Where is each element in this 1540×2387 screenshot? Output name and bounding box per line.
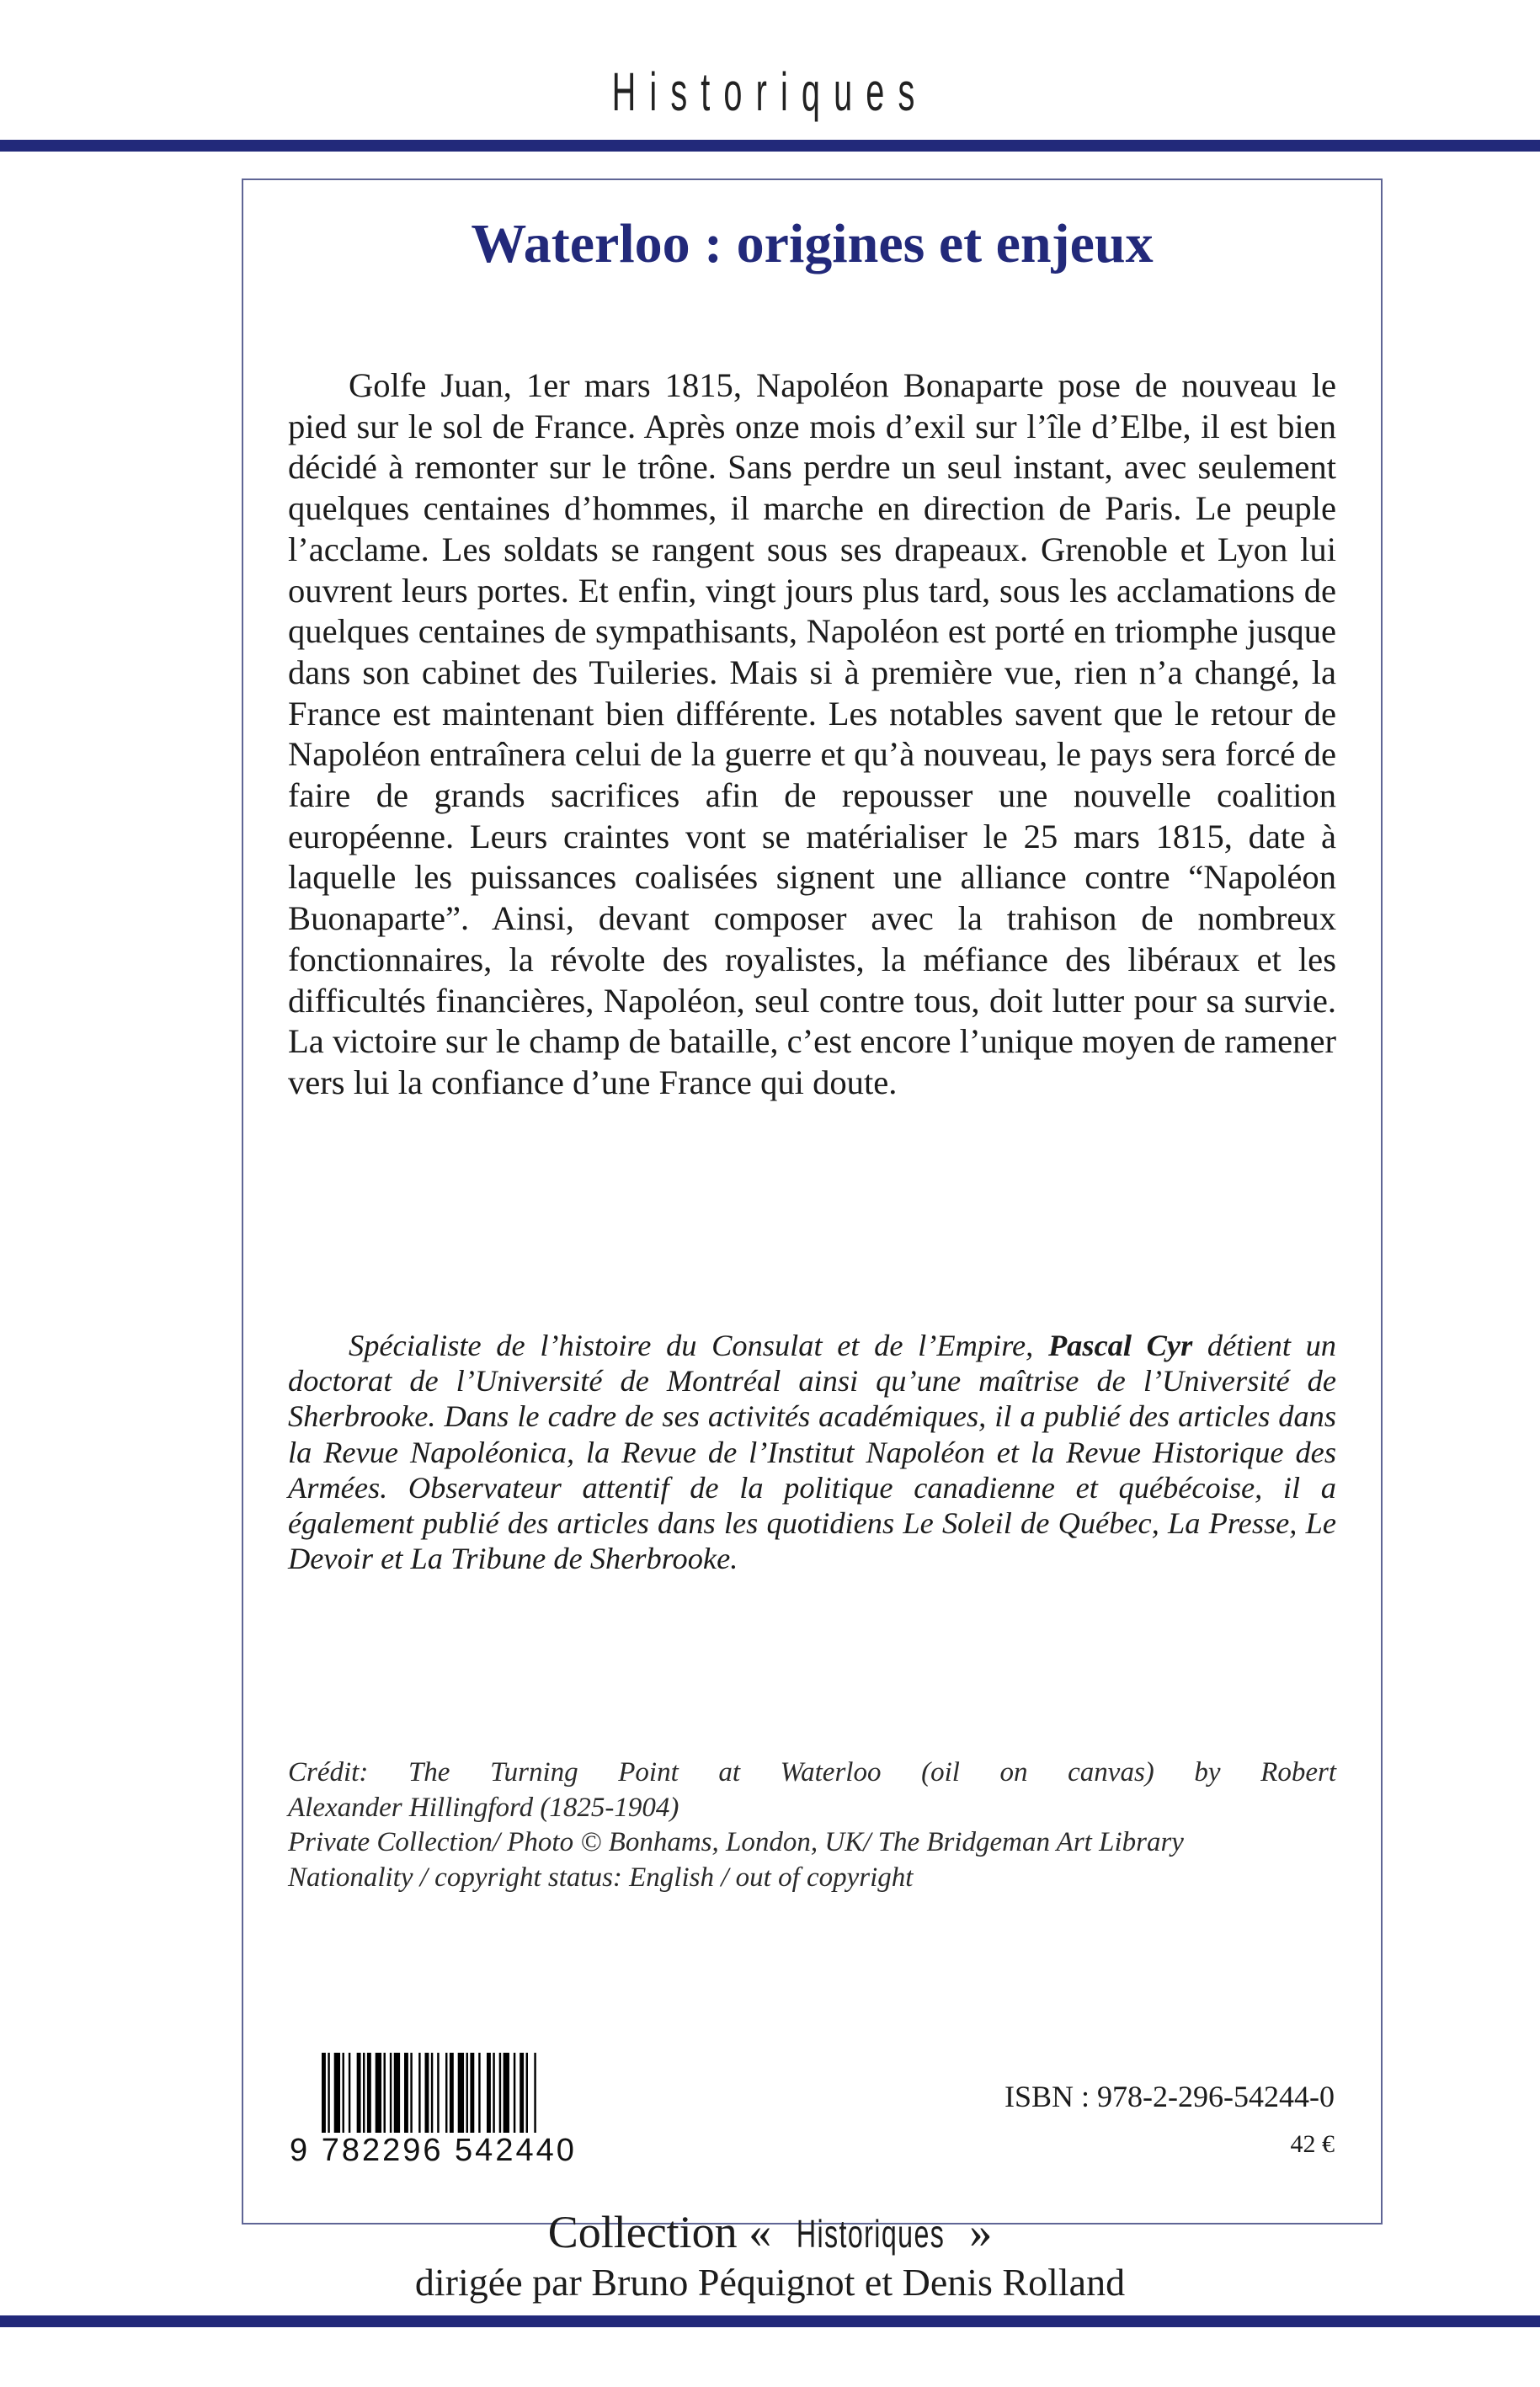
barcode-digits: [288, 2133, 642, 2169]
series-title: Historiques: [611, 61, 929, 122]
credit-line-1: Crédit: The Turning Point at Waterloo (oil on canvas) by Robert: [288, 1757, 1336, 1788]
book-title: Waterloo : origines et enjeux: [471, 213, 1154, 274]
directors-text: dirigée par Bruno Péquignot et Denis Rolland: [400, 2261, 1140, 2304]
isbn: ISBN : 978-2-296-54244-0: [1004, 2080, 1335, 2113]
credit-line-4: Nationality / copyright status: English / out of copyright: [288, 1862, 914, 1893]
barcode-digits-text: 9 782296 542440: [290, 2133, 577, 2168]
credit-line-3: Private Collection/ Photo © Bonhams, London, UK/ The Bridgeman Art Library: [288, 1827, 1184, 1857]
credit-line-2: Alexander Hillingford (1825-1904): [288, 1792, 679, 1823]
collection-prefix: Collection: [547, 2207, 738, 2257]
open-quote: «: [749, 2207, 772, 2257]
top-rule: [0, 140, 1540, 152]
collection-line: [0, 2206, 1540, 2258]
bottom-rule: [0, 2315, 1540, 2327]
bio-rest: détient un doctorat de l’Université de Montréal ainsi qu’une maîtrise de l’Université de Sherbrooke. Dans le cadre de ses activités académiques, il a publié des articles dans la Revue Napoléonica, la Revue de l’Institut Napoléon et la Revue Historique des Armées. Observateur attentif de la politique canadienne et québécoise, il a également publié des articles dans les quotidiens Le Soleil de Québec, La Presse, Le Devoir et La Tribune de Sherbrooke.: [288, 1329, 1336, 1576]
author-name: Pascal Cyr: [1047, 1329, 1193, 1362]
price: 42 €: [1290, 2130, 1335, 2158]
image-credit: [288, 1756, 1336, 1895]
bio-intro: Spécialiste de l’histoire du Consulat et de l’Empire,: [349, 1329, 1048, 1362]
close-quote: »: [969, 2207, 993, 2257]
collection-name: Historiques: [796, 2212, 945, 2256]
author-bio: [288, 1328, 1336, 1576]
summary-paragraph: Golfe Juan, 1er mars 1815, Napoléon Bonaparte pose de nouveau le pied sur le sol de France. Après onze mois d’exil sur l’île d’Elbe, il est bien décidé à remonter sur le trône. Sans perdre un seul instant, avec seulement quelques centaines d’hommes, il marche en direction de Paris. Le peuple l’acclame. Les soldats se rangent sous ses drapeaux. Grenoble et Lyon lui ouvrent leurs portes. Et enfin, vingt jours plus tard, sous les acclamations de quelques centaines de sympathisants, Napoléon est porté en triomphe jusque dans son cabinet des Tuileries. Mais si à première vue, rien n’a changé, la France est maintenant bien différente. Les notables savent que le retour de Napoléon entraînera celui de la guerre et qu’à nouveau, le pays sera forcé de faire de grands sacrifices afin de repousser une nouvelle coalition européenne. Leurs craintes vont se matérialiser le 25 mars 1815, date à laquelle les puissances coalisées signent une alliance contre “Napoléon Buonaparte”. Ainsi, devant composer avec la trahison de nombreux fonctionnaires, la révolte des royalistes, la méfiance des libéraux et les difficultés financières, Napoléon, seul contre tous, doit lutter pour sa survie. La victoire sur le champ de bataille, c’est encore l’unique moyen de ramener vers lui la confiance d’une France qui doute.: [288, 366, 1336, 1101]
collection-directors: [0, 2260, 1540, 2304]
